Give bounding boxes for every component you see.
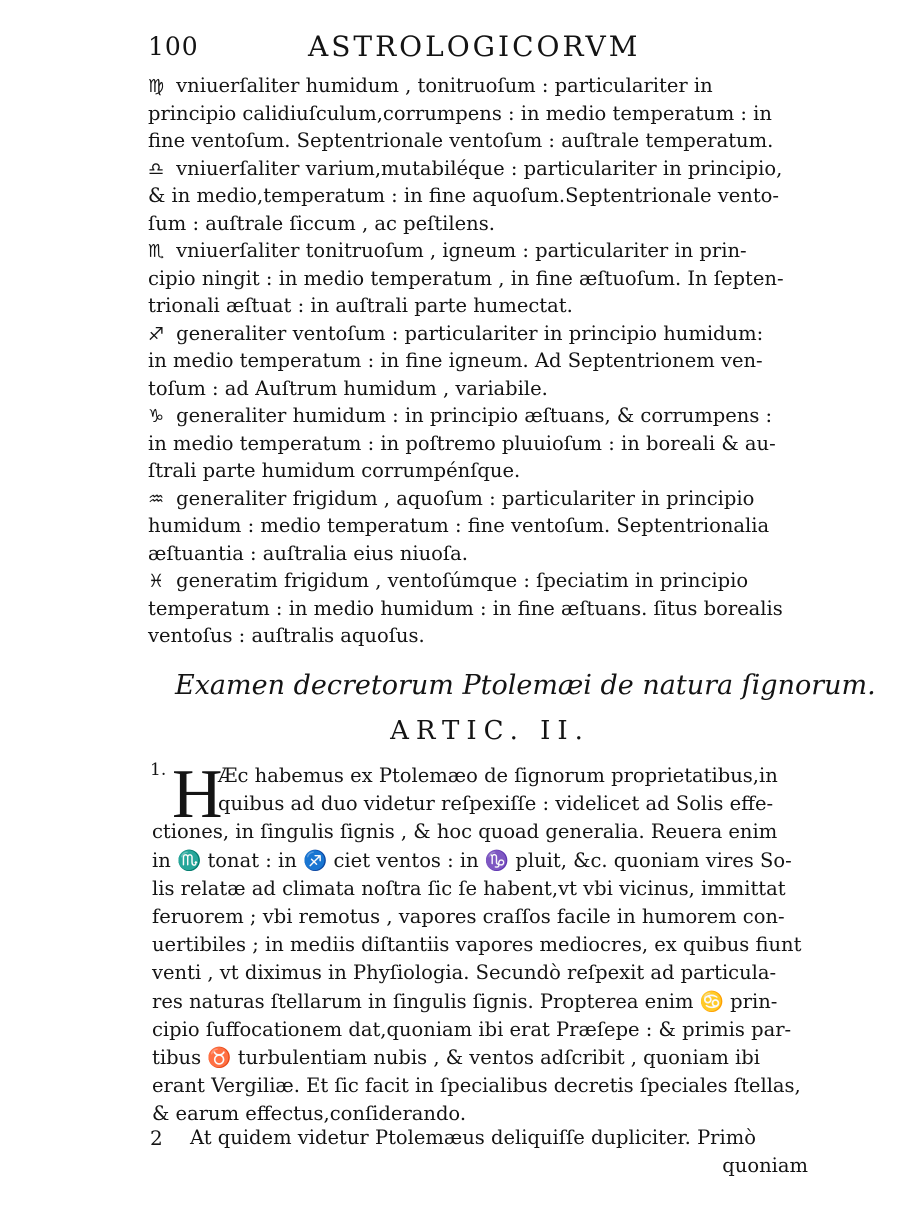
drop-cap: H: [172, 756, 223, 833]
text-line: [148, 375, 808, 403]
text-line: cipio ſuffocationem dat,quoniam ibi erat Præſepe : & primis par-: [152, 1017, 792, 1041]
text-line: [148, 292, 808, 320]
section-title: Examen decretorum Ptolemæi de natura ſignorum.: [175, 670, 876, 701]
zodiac-sign-icon: ♎: [148, 158, 165, 180]
text-line: in ♏ tonat : in ♐ ciet ventos : in ♑ pluit, &c. quoniam vires So-: [152, 848, 792, 872]
text-line: res naturas ſtellarum in ſingulis ſignis. Propterea enim ♋ prin-: [152, 989, 778, 1013]
zodiac-sign-icon: ♏: [148, 241, 165, 262]
text-line: [148, 485, 808, 513]
text-line: [148, 127, 808, 155]
text-line: [148, 457, 808, 485]
line-text: generaliter ventoſum : particulariter in principio humidum:: [176, 321, 764, 345]
zodiac-sign-icon: ♓: [148, 571, 165, 592]
text-line: lis relatæ ad climata noſtra ſic ſe habent,vt vbi vicinus, immittat: [152, 876, 786, 900]
text-line: [148, 567, 808, 595]
text-line: [148, 265, 808, 293]
line-text: humidum : medio temperatum : fine ventoſum. Septentrionalia: [148, 514, 770, 537]
line-text: generatim frigidum , ventoſúmque : ſpeciatim in principio: [176, 569, 749, 592]
text-line: [148, 540, 808, 568]
text-line: Æc habemus ex Ptolemæo de ſignorum proprietatibus,in: [218, 764, 778, 787]
text-line: feruorem ; vbi remotus , vapores craſſos facile in humorem con-: [152, 905, 785, 928]
line-text: temperatum : in medio humidum : in fine æſtuans. ſitus borealis: [148, 596, 783, 620]
catchword: quoniam: [722, 1154, 808, 1177]
text-line: uertibiles ; in mediis diſtantiis vapores mediocres, ex quibus fiunt: [152, 933, 802, 957]
text-line: [148, 100, 808, 128]
article-heading: ARTIC. II.: [390, 716, 590, 746]
line-text: ventoſus : auſtralis aquoſus.: [148, 624, 425, 647]
text-line: ctiones, in ſingulis ſignis , & hoc quoad generalia. Reuera enim: [152, 820, 778, 844]
text-line: [148, 182, 808, 210]
paragraph-number-2: 2: [150, 1126, 163, 1150]
text-line: [148, 430, 808, 458]
text-line: [148, 237, 808, 265]
text-line: erant Vergiliæ. Et ſic facit in ſpecialibus decretis ſpeciales ſtellas,: [152, 1074, 801, 1098]
line-text: generaliter humidum : in principio æſtuans, & corrumpens :: [176, 404, 773, 427]
text-line: venti , vt diximus in Phyſiologia. Secundò reſpexit ad particula-: [152, 961, 777, 985]
line-text: trionali æſtuat : in auſtrali parte humectat.: [148, 294, 573, 317]
running-head: ASTROLOGICORVM: [308, 30, 641, 63]
text-line: quibus ad duo videtur reſpexiſſe : videlicet ad Solis effe-: [218, 792, 774, 816]
line-text: vniuerſaliter humidum , tonitruoſum : particulariter in: [176, 74, 713, 97]
text-line: [148, 347, 808, 375]
line-text: & in medio,temperatum : in fine aquoſum.Septentrionale vento-: [148, 184, 779, 207]
line-text: vniuerſaliter tonitruoſum , igneum : particulariter in prin-: [176, 239, 747, 262]
line-text: æſtuantia : auſtralia eius niuoſa.: [148, 541, 468, 565]
line-text: principio calidiuſculum,corrumpens : in medio temperatum : in: [148, 101, 772, 125]
paragraph-number-1: 1.: [150, 760, 167, 780]
text-line: tibus ♉ turbulentiam nubis , & ventos adſcribit , quoniam ibi: [152, 1046, 760, 1069]
text-line: [148, 72, 808, 100]
line-text: cipio ningit : in medio temperatum , in fine æſtuoſum. In ſepten-: [148, 266, 784, 290]
page-number: 100: [148, 32, 199, 61]
line-text: vniuerſaliter varium,mutabiléque : particulariter in principio,: [176, 156, 783, 180]
line-text: ſtrali parte humidum corrumpénſque.: [148, 459, 521, 482]
line-text: toſum : ad Auſtrum humidum , variabile.: [148, 376, 548, 400]
zodiac-sign-icon: ♑: [148, 406, 165, 427]
line-text: generaliter frigidum , aquoſum : particulariter in principio: [176, 486, 755, 510]
zodiac-sign-icon: ♍: [148, 76, 165, 97]
line-text: fine ventoſum. Septentrionale ventoſum : auſtrale temperatum.: [148, 129, 774, 152]
text-line: [148, 155, 808, 183]
text-line: & earum effectus,conſiderando.: [152, 1102, 467, 1126]
zodiac-sign-icon: ♒: [148, 488, 165, 510]
line-text: in medio temperatum : in poſtremo pluuioſum : in boreali & au-: [148, 431, 776, 455]
text-line: [148, 320, 808, 348]
page-header: [148, 28, 808, 72]
line-text: ſum : auſtrale ſiccum , ac peſtilens.: [148, 211, 495, 235]
zodiac-sign-icon: ♐: [148, 323, 165, 345]
text-line: [148, 512, 808, 540]
line-text: in medio temperatum : in fine igneum. Ad Septentrionem ven-: [148, 349, 763, 372]
text-line: [148, 622, 808, 650]
text-line: [148, 595, 808, 623]
text-line: [148, 210, 808, 238]
text-line: At quidem videtur Ptolemæus deliquiſſe dupliciter. Primò: [190, 1126, 756, 1149]
text-line: [148, 402, 808, 430]
